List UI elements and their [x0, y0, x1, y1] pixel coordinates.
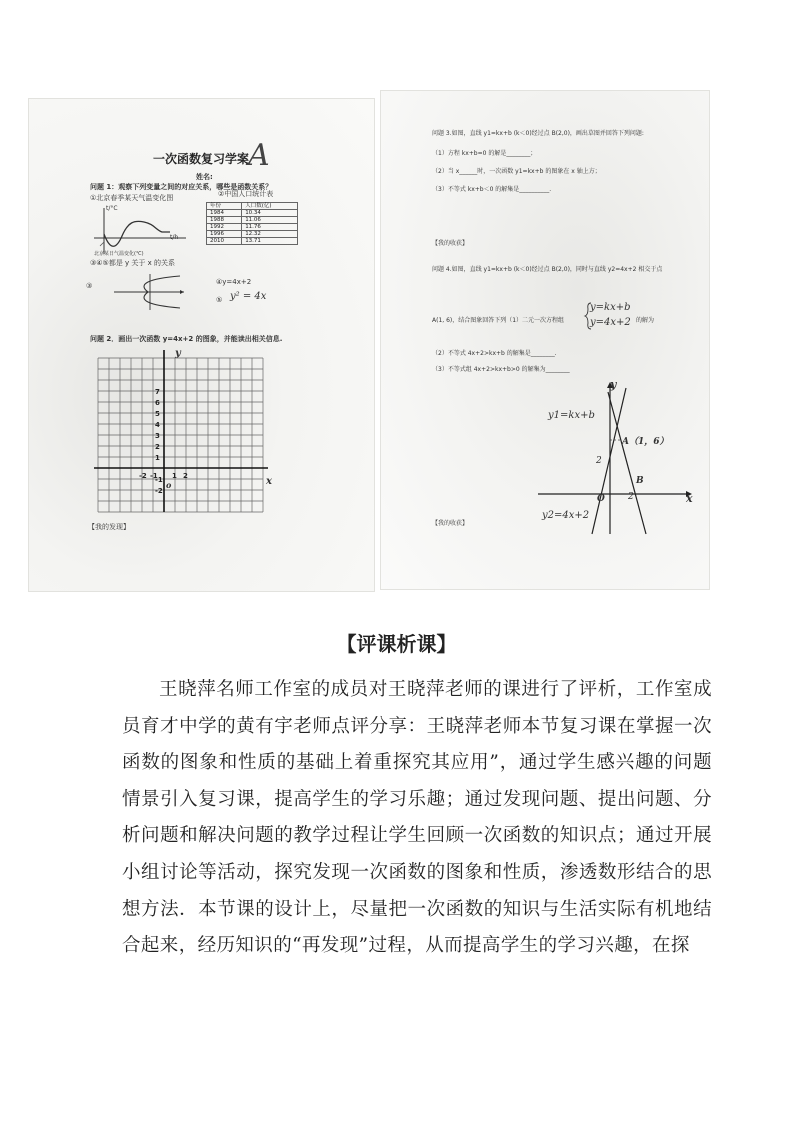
grid-y-tick-label: 5 — [155, 410, 160, 418]
x-tick-2: 2 — [628, 492, 634, 502]
question-4-sub-3: （3）不等式组 4x+2>kx+b>0 的解集为________ — [432, 366, 570, 373]
line-y1-label: y1=kx+b — [548, 410, 595, 421]
item-5-equation: y² = 4x — [230, 291, 267, 302]
table-row — [207, 217, 298, 224]
name-label: 姓名: — [196, 173, 213, 181]
question-2-prompt: 问题 2．画出一次函数 y=4x+2 的图象，并能读出相关信息. — [90, 335, 283, 343]
grid-x-label: x — [266, 476, 272, 487]
line-y2-label: y2=4x+2 — [542, 510, 590, 521]
table-cell: 年份 — [207, 203, 242, 210]
grid-y-tick-label: -1 — [155, 476, 163, 484]
grid-x-tick-label: -1 — [150, 472, 158, 480]
table-cell: 1984 — [207, 210, 242, 217]
question-3-sub-3: （3）不等式 kx+b＜0 的解集是__________. — [432, 186, 552, 193]
grid-y-label: y — [175, 348, 181, 359]
grid-origin-label: o — [166, 480, 172, 490]
population-table — [206, 202, 298, 245]
question-1-prompt: 问题 1：观察下列变量之间的对应关系，哪些是函数关系？ — [90, 183, 273, 191]
table-cell: 1996 — [207, 231, 242, 238]
temperature-curve — [104, 221, 170, 246]
table-cell: 11.76 — [242, 224, 298, 231]
grid-y-tick-label: 1 — [155, 454, 160, 462]
item-2-label: ②中国人口统计表 — [218, 190, 274, 198]
graph-y-label: t/°C — [106, 205, 118, 212]
my-discovery-label: 【我的发现】 — [88, 523, 130, 531]
system-solution-suffix: 的解为 — [636, 317, 655, 324]
question-4-prompt-line-2: A(1, 6)，结合图象回答下列（1）二元一次方程组 — [432, 317, 565, 324]
review-body — [122, 672, 712, 965]
graph-caption: 北京某日气温变化(℃) — [94, 251, 144, 257]
table-row — [207, 238, 298, 245]
system-equation-2: y=4x+2 — [590, 317, 631, 328]
point-a-label: A（1，6） — [622, 437, 669, 447]
grid-x-tick-label: 2 — [183, 472, 188, 480]
table-cell: 11.06 — [242, 217, 298, 224]
my-gain-label-1: 【我的收获】 — [432, 240, 469, 247]
temperature-graph — [90, 206, 190, 256]
table-row — [207, 224, 298, 231]
graph-origin-label: O — [597, 494, 605, 504]
grid-y-tick-label: 2 — [155, 443, 160, 451]
worksheet-title: 一次函数复习学案 — [153, 152, 250, 166]
coordinate-grid — [92, 350, 270, 516]
question-3-sub-2: （2）当 x______时，一次函数 y1=kx+b 的图象在 x 轴上方； — [432, 168, 601, 175]
table-cell: 12.32 — [242, 231, 298, 238]
line-y1 — [608, 392, 646, 534]
item-5-marker: ⑤ — [216, 296, 223, 304]
grid-y-tick-label: 6 — [155, 399, 160, 407]
item-3-marker: ③ — [86, 282, 93, 290]
section-heading: 【评课析课】 — [336, 632, 457, 656]
table-cell: 人口数(亿) — [242, 203, 298, 210]
question-4-prompt: 问题 4.如图，直线 y1=kx+b (k＜0)经过点 B(2,0)，同时与直线 y2=4x+2 相交于点 — [432, 266, 663, 273]
grid-y-tick-label: 7 — [155, 388, 160, 396]
graph-y-label: y — [610, 378, 617, 391]
review-paragraph: 王晓萍名师工作室的成员对王晓萍老师的课进行了评析，工作室成员育才中学的黄有宇老师点评分享：王晓萍老师本节复习课在掌握一次函数的图象和性质的基础上着重探究其应用”，通过学生感兴趣的问题情景引入复习课，提高学生的学习乐趣；通过发现问题、提出问题、分析问题和解决问题的教学过程让学生回顾一次函数的知识点；通过开展小组讨论等活动，探究发现一次函数的图象和性质，渗透数形结合的思想方法．本节课的设计上，尽量把一次函数的知识与生活实际有机地结合起来，经历知识的“再发现”过程，从而提高学生的学习兴趣，在探 — [122, 679, 712, 957]
left-worksheet-photo — [28, 98, 375, 592]
item-1-label: ①北京春季某天气温变化图 — [90, 194, 174, 202]
graph-x-label: t/h — [170, 234, 179, 241]
grid-x-tick-label: -2 — [139, 472, 147, 480]
table-row — [207, 210, 298, 217]
right-worksheet-photo — [380, 90, 710, 590]
table-row — [207, 231, 298, 238]
question-3-sub-1: （1）方程 kx+b=0 的解是________； — [432, 150, 537, 157]
items-3-4-5-label: ③④⑤都是 y 关于 x 的关系 — [90, 259, 176, 267]
grid-y-tick-label: 3 — [155, 432, 160, 440]
item-4-label: ④y=4x+2 — [216, 278, 252, 286]
table-cell: 1992 — [207, 224, 242, 231]
question-4-sub-2: （2）不等式 4x+2>kx+b 的解集是________. — [432, 350, 557, 357]
grid-x-tick-label: 1 — [172, 472, 177, 480]
question-3-prompt: 问题 3.如图，直线 y1=kx+b (k＜0)经过点 B(2,0)，画出草图并回答下列问题: — [432, 130, 644, 137]
grid-y-tick-label: -2 — [155, 487, 163, 495]
table-cell: 1988 — [207, 217, 242, 224]
y-tick-2: 2 — [596, 456, 602, 466]
table-cell: 10.34 — [242, 210, 298, 217]
my-gain-label-2: 【我的收获】 — [432, 520, 469, 527]
parabola-graph — [110, 272, 188, 312]
table-header-row — [207, 203, 298, 210]
handwritten-grade-mark: A — [248, 138, 270, 173]
point-b-label: B — [636, 476, 644, 486]
system-brace — [585, 302, 593, 330]
graph-x-label: x — [686, 492, 693, 505]
table-cell: 13.71 — [242, 238, 298, 245]
grid-y-tick-label: 4 — [155, 421, 160, 429]
table-cell: 2010 — [207, 238, 242, 245]
system-equation-1: y=kx+b — [590, 302, 631, 313]
